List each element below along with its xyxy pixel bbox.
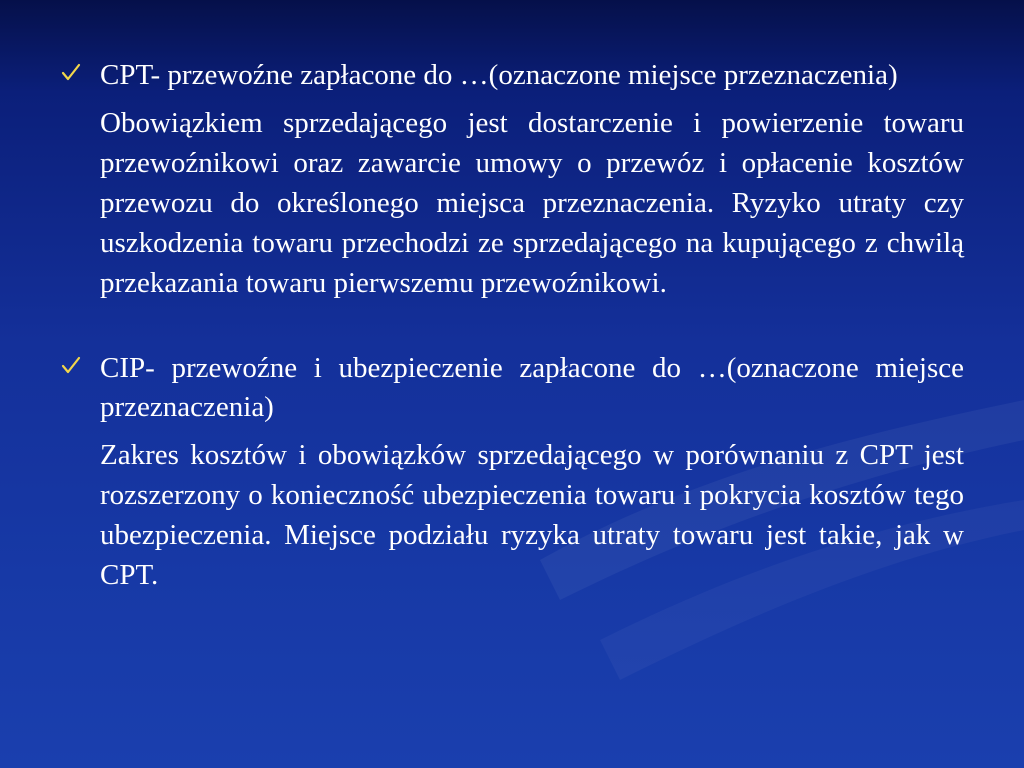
item-body-cpt: Obowiązkiem sprzedającego jest dostarczenie i powierzenie towaru przewoźnikowi oraz zawarcie umowy o przewóz i opłacenie kosztów przewozu do określonego miejsca przeznaczenia. Ryzyko utraty czy uszkodzenia towaru przechodzi ze sprzedającego na kupującego z chwilą przekazania towaru pierwszemu przewoźnikowi. — [100, 107, 964, 299]
item-heading-cpt: CPT- przewoźne zapłacone do …(oznaczone miejsce przeznaczenia) — [100, 59, 898, 91]
item-heading-cip: CIP- przewoźne i ubezpieczenie zapłacone do …(oznaczone miejsce przeznaczenia) — [100, 352, 964, 423]
bullet-item-cip — [60, 349, 964, 595]
slide-content — [60, 56, 964, 595]
checkmark-icon — [60, 355, 82, 377]
bullet-item-cpt — [60, 56, 964, 303]
checkmark-icon — [60, 62, 82, 84]
item-body-cip: Zakres kosztów i obowiązków sprzedającego w porównaniu z CPT jest rozszerzony o konieczność ubezpieczenia towaru i pokrycia kosztów tego ubezpieczenia. Miejsce podziału ryzyka utraty towaru jest takie, jak w CPT. — [100, 439, 964, 591]
